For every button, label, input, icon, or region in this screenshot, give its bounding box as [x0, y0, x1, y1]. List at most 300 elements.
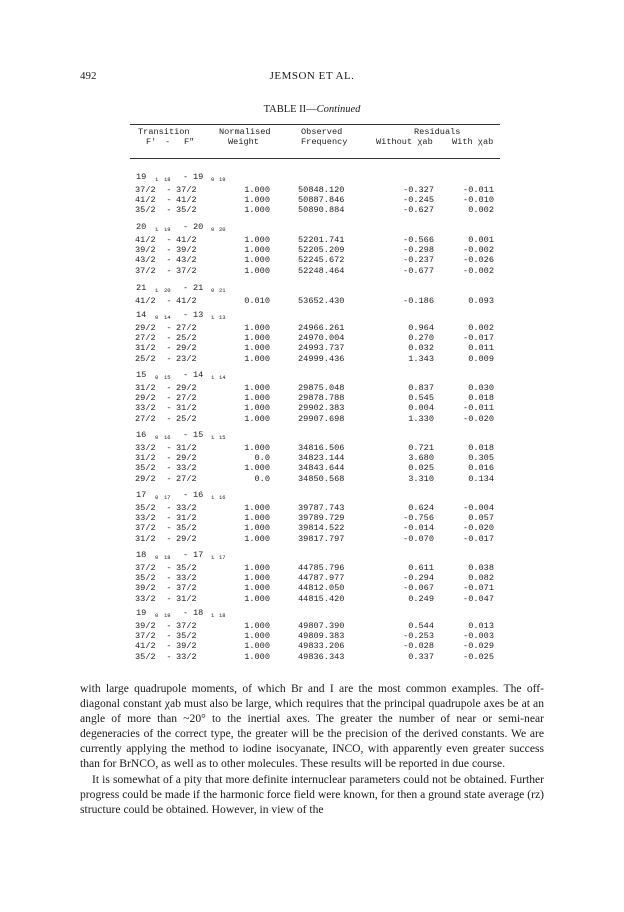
transition-label-part: 1	[155, 226, 159, 233]
transition-label-part: 19	[164, 226, 171, 233]
transition-label-part: 20	[193, 222, 204, 232]
cell-weight: 1.000	[244, 383, 270, 393]
cell-j-upper: 29/2	[135, 473, 156, 484]
table-row	[0, 354, 624, 365]
table-caption	[0, 104, 624, 115]
transition-label-part: 1	[155, 287, 159, 294]
cell-j-upper: 37/2	[135, 563, 156, 573]
cell-residual-with: -0.025	[463, 651, 494, 662]
cell-j-upper: 41/2	[135, 296, 156, 306]
transition-label-part: 1	[211, 314, 215, 321]
cell-j-upper: 41/2	[135, 235, 156, 245]
cell-j-upper: 39/2	[135, 245, 156, 256]
transition-label-part: 19	[164, 612, 171, 619]
cell-j-upper: 27/2	[135, 413, 156, 424]
cell-dash: -	[166, 453, 172, 464]
cell-residual-with: 0.038	[468, 563, 494, 573]
cell-j-lower: 37/2	[176, 265, 197, 276]
cell-dash: -	[166, 641, 172, 652]
cell-dash: -	[166, 523, 172, 534]
cell-residual-without: 0.270	[408, 333, 434, 344]
transition-label-part: -	[183, 490, 189, 500]
cell-dash: -	[166, 185, 172, 195]
transition-label-part: 0	[155, 612, 159, 619]
cell-dash: -	[166, 235, 172, 245]
cell-residual-with: 0.018	[468, 393, 494, 404]
cell-weight: 1.000	[244, 563, 270, 573]
cell-frequency: 34816.506	[298, 443, 345, 453]
cell-weight: 1.000	[244, 403, 270, 414]
transition-label-part: 18	[193, 608, 204, 618]
transition-label-part: 18	[219, 612, 226, 619]
cell-frequency: 44815.420	[298, 593, 345, 604]
cell-dash: -	[166, 403, 172, 414]
cell-residual-without: 0.624	[408, 503, 434, 513]
transition-label-part: 20	[136, 222, 147, 232]
cell-residual-with: 0.013	[468, 621, 494, 631]
table-row	[0, 414, 624, 425]
transition-label-part: -	[183, 310, 189, 320]
cell-residual-without: -0.028	[403, 641, 434, 652]
cell-frequency: 34823.144	[298, 453, 345, 464]
cell-weight: 0.0	[254, 473, 270, 484]
cell-weight: 1.000	[244, 333, 270, 344]
cell-residual-with: -0.011	[463, 403, 494, 414]
col-observed: Observed	[301, 127, 343, 137]
cell-j-upper: 35/2	[135, 573, 156, 584]
cell-j-upper: 37/2	[135, 185, 156, 195]
cell-j-lower: 25/2	[176, 333, 197, 344]
cell-j-lower: 29/2	[176, 453, 197, 464]
cell-j-lower: 41/2	[176, 235, 197, 245]
cell-j-upper: 35/2	[135, 651, 156, 662]
cell-j-upper: 39/2	[135, 583, 156, 594]
transition-label-part: 1	[211, 554, 215, 561]
transition-label-part: 0	[155, 374, 159, 381]
cell-weight: 1.000	[244, 343, 270, 354]
cell-j-upper: 31/2	[135, 383, 156, 393]
running-head: JEMSON ET AL.	[269, 70, 355, 82]
transition-label-part: -	[183, 283, 189, 293]
cell-residual-without: 0.337	[408, 651, 434, 662]
cell-dash: -	[166, 195, 172, 206]
transition-label-part: 16	[219, 494, 226, 501]
col-f-dash: -	[165, 137, 171, 147]
cell-frequency: 44812.050	[298, 583, 345, 594]
cell-residual-with: -0.026	[463, 255, 494, 266]
table-row	[0, 296, 624, 307]
cell-weight: 1.000	[244, 463, 270, 474]
cell-weight: 1.000	[244, 195, 270, 206]
body-text	[80, 681, 544, 817]
cell-dash: -	[166, 443, 172, 453]
col-normalised: Normalised	[219, 127, 271, 137]
transition-label-part: -	[183, 370, 189, 380]
cell-weight: 1.000	[244, 323, 270, 333]
transition-label-part: 14	[164, 314, 171, 321]
cell-weight: 1.000	[244, 573, 270, 584]
table-row	[0, 205, 624, 216]
cell-residual-without: -0.756	[403, 513, 434, 524]
cell-residual-with: -0.002	[463, 245, 494, 256]
transition-label-part: 1	[211, 374, 215, 381]
cell-j-upper: 29/2	[135, 323, 156, 333]
cell-frequency: 49833.206	[298, 641, 345, 652]
cell-residual-with: 0.093	[468, 296, 494, 306]
cell-residual-without: 0.249	[408, 593, 434, 604]
table-row	[0, 266, 624, 277]
transition-label-part: 20	[164, 287, 171, 294]
transition-label-part: 17	[136, 490, 147, 500]
table-caption-label: TABLE II—	[263, 104, 317, 115]
transition-label-part: 14	[136, 310, 147, 320]
cell-dash: -	[166, 651, 172, 662]
cell-residual-without: 0.837	[408, 383, 434, 393]
cell-j-lower: 41/2	[176, 296, 197, 306]
cell-weight: 1.000	[244, 621, 270, 631]
cell-weight: 1.000	[244, 513, 270, 524]
transition-label-part: 1	[211, 434, 215, 441]
cell-residual-with: 0.002	[468, 323, 494, 333]
cell-dash: -	[166, 533, 172, 544]
paragraph-2: It is somewhat of a pity that more definite internuclear parameters could not be obtained. Further progress could be made if the harmonic force field were known, for then a ground state average (rz) structure could be obtained. However, in view of the	[80, 772, 544, 816]
cell-j-lower: 29/2	[176, 383, 197, 393]
transition-label-part: 16	[136, 430, 147, 440]
cell-weight: 1.000	[244, 235, 270, 245]
transition-label-part: 21	[219, 287, 226, 294]
cell-j-upper: 37/2	[135, 523, 156, 534]
cell-j-upper: 35/2	[135, 205, 156, 216]
cell-residual-with: 0.011	[468, 343, 494, 354]
cell-weight: 1.000	[244, 413, 270, 424]
cell-frequency: 29875.048	[298, 383, 345, 393]
transition-label-part: 0	[155, 314, 159, 321]
cell-frequency: 44785.796	[298, 563, 345, 573]
transition-label-part: 0	[211, 287, 215, 294]
cell-dash: -	[166, 353, 172, 364]
transition-label-part: 13	[219, 314, 226, 321]
cell-residual-with: -0.020	[463, 413, 494, 424]
cell-j-upper: 33/2	[135, 403, 156, 414]
cell-residual-with: 0.009	[468, 353, 494, 364]
table-row	[0, 594, 624, 605]
cell-residual-with: -0.002	[463, 265, 494, 276]
cell-j-lower: 27/2	[176, 323, 197, 333]
transition-label-part: 19	[219, 176, 226, 183]
transition-label-part: 0	[155, 554, 159, 561]
col-f-upper: F'	[146, 137, 157, 147]
transition-label-part: 1	[211, 612, 215, 619]
cell-residual-without: 0.964	[408, 323, 434, 333]
cell-residual-without: 0.545	[408, 393, 434, 404]
cell-weight: 1.000	[244, 631, 270, 642]
cell-j-lower: 37/2	[176, 583, 197, 594]
transition-label-part: 13	[193, 310, 204, 320]
transition-label-part: -	[183, 430, 189, 440]
transition-label-part: 15	[193, 430, 204, 440]
cell-residual-with: 0.001	[468, 235, 494, 245]
transition-label-part: 0	[211, 226, 215, 233]
transition-label-part: 15	[164, 374, 171, 381]
cell-j-lower: 25/2	[176, 413, 197, 424]
cell-residual-without: -0.677	[403, 265, 434, 276]
cell-dash: -	[166, 583, 172, 594]
cell-residual-with: 0.018	[468, 443, 494, 453]
cell-j-upper: 39/2	[135, 621, 156, 631]
cell-j-lower: 33/2	[176, 503, 197, 513]
cell-j-lower: 27/2	[176, 473, 197, 484]
transition-label-part: 17	[193, 550, 204, 560]
cell-frequency: 24999.436	[298, 353, 345, 364]
cell-residual-with: -0.011	[463, 185, 494, 195]
transition-label-part: 17	[219, 554, 226, 561]
cell-residual-without: -0.014	[403, 523, 434, 534]
cell-weight: 1.000	[244, 443, 270, 453]
cell-dash: -	[166, 473, 172, 484]
cell-dash: -	[166, 343, 172, 354]
cell-frequency: 34850.568	[298, 473, 345, 484]
transition-label-part: -	[183, 608, 189, 618]
cell-dash: -	[166, 593, 172, 604]
cell-weight: 1.000	[244, 503, 270, 513]
cell-frequency: 49836.343	[298, 651, 345, 662]
cell-frequency: 49809.383	[298, 631, 345, 642]
cell-frequency: 50887.846	[298, 195, 345, 206]
transition-label-part: 0	[211, 176, 215, 183]
cell-dash: -	[166, 503, 172, 513]
cell-frequency: 29878.788	[298, 393, 345, 404]
cell-dash: -	[166, 393, 172, 404]
transition-label-part: 17	[164, 494, 171, 501]
cell-j-lower: 27/2	[176, 393, 197, 404]
cell-dash: -	[166, 513, 172, 524]
cell-j-upper: 37/2	[135, 631, 156, 642]
cell-j-upper: 33/2	[135, 593, 156, 604]
cell-weight: 1.000	[244, 185, 270, 195]
cell-dash: -	[166, 563, 172, 573]
cell-j-lower: 35/2	[176, 563, 197, 573]
cell-residual-without: 1.330	[408, 413, 434, 424]
cell-j-upper: 33/2	[135, 513, 156, 524]
transition-label-part: 14	[193, 370, 204, 380]
cell-residual-without: -0.067	[403, 583, 434, 594]
cell-j-lower: 37/2	[176, 185, 197, 195]
cell-weight: 1.000	[244, 641, 270, 652]
col-weight: Weight	[228, 137, 259, 147]
cell-j-lower: 39/2	[176, 641, 197, 652]
cell-j-lower: 37/2	[176, 621, 197, 631]
cell-dash: -	[166, 631, 172, 642]
cell-frequency: 50848.120	[298, 185, 345, 195]
cell-residual-with: 0.305	[468, 453, 494, 464]
col-transition: Transition	[138, 127, 190, 137]
cell-frequency: 49807.390	[298, 621, 345, 631]
cell-residual-with: -0.017	[463, 533, 494, 544]
transition-label-part: 19	[193, 172, 204, 182]
cell-weight: 1.000	[244, 583, 270, 594]
cell-frequency: 44787.977	[298, 573, 345, 584]
cell-residual-with: -0.004	[463, 503, 494, 513]
cell-frequency: 24970.004	[298, 333, 345, 344]
cell-j-upper: 41/2	[135, 195, 156, 206]
cell-frequency: 34843.644	[298, 463, 345, 474]
transition-label-part: 16	[164, 434, 171, 441]
cell-residual-with: -0.020	[463, 523, 494, 534]
transition-label-part: 18	[136, 550, 147, 560]
cell-weight: 1.000	[244, 651, 270, 662]
cell-residual-with: -0.017	[463, 333, 494, 344]
page-header	[0, 70, 624, 86]
cell-residual-without: 1.343	[408, 353, 434, 364]
cell-residual-with: -0.029	[463, 641, 494, 652]
cell-dash: -	[166, 323, 172, 333]
cell-j-upper: 35/2	[135, 503, 156, 513]
cell-j-upper: 43/2	[135, 255, 156, 266]
cell-residual-without: -0.627	[403, 205, 434, 216]
cell-dash: -	[166, 413, 172, 424]
cell-frequency: 24993.737	[298, 343, 345, 354]
cell-frequency: 39817.797	[298, 533, 345, 544]
cell-j-lower: 31/2	[176, 593, 197, 604]
cell-residual-with: 0.002	[468, 205, 494, 216]
cell-residual-without: 0.721	[408, 443, 434, 453]
cell-j-lower: 29/2	[176, 533, 197, 544]
table-top-rule	[130, 124, 500, 125]
cell-frequency: 52201.741	[298, 235, 345, 245]
cell-dash: -	[166, 573, 172, 584]
cell-j-upper: 27/2	[135, 333, 156, 344]
cell-residual-without: 0.025	[408, 463, 434, 474]
cell-j-lower: 29/2	[176, 343, 197, 354]
transition-label-part: -	[183, 550, 189, 560]
col-without: Without χab	[376, 137, 433, 147]
cell-j-lower: 35/2	[176, 523, 197, 534]
cell-dash: -	[166, 621, 172, 631]
cell-frequency: 29907.698	[298, 413, 345, 424]
cell-weight: 1.000	[244, 353, 270, 364]
cell-residual-without: -0.070	[403, 533, 434, 544]
col-residuals: Residuals	[414, 127, 461, 137]
cell-frequency: 50890.884	[298, 205, 345, 216]
cell-weight: 1.000	[244, 245, 270, 256]
cell-residual-with: 0.134	[468, 473, 494, 484]
table-caption-continued: Continued	[316, 104, 361, 115]
cell-j-lower: 33/2	[176, 463, 197, 474]
cell-residual-with: -0.047	[463, 593, 494, 604]
transition-label-part: 15	[219, 434, 226, 441]
cell-residual-with: -0.010	[463, 195, 494, 206]
table-header-rule	[130, 158, 500, 159]
table-row	[0, 534, 624, 545]
cell-residual-with: 0.057	[468, 513, 494, 524]
transition-label-part: 21	[193, 283, 204, 293]
cell-weight: 1.000	[244, 205, 270, 216]
cell-residual-with: 0.082	[468, 573, 494, 584]
cell-residual-without: 0.544	[408, 621, 434, 631]
transition-label-part: 18	[164, 176, 171, 183]
cell-residual-without: -0.298	[403, 245, 434, 256]
cell-dash: -	[166, 265, 172, 276]
cell-j-upper: 25/2	[135, 353, 156, 364]
transition-label-part: 16	[193, 490, 204, 500]
cell-residual-without: -0.186	[403, 296, 434, 306]
cell-j-upper: 37/2	[135, 265, 156, 276]
cell-dash: -	[166, 383, 172, 393]
cell-frequency: 39814.522	[298, 523, 345, 534]
cell-frequency: 39789.729	[298, 513, 345, 524]
col-frequency: Frequency	[301, 137, 348, 147]
cell-residual-with: 0.016	[468, 463, 494, 474]
cell-j-upper: 31/2	[135, 533, 156, 544]
col-with: With χab	[452, 137, 494, 147]
cell-dash: -	[166, 463, 172, 474]
cell-j-lower: 41/2	[176, 195, 197, 206]
cell-j-upper: 31/2	[135, 453, 156, 464]
cell-residual-without: -0.253	[403, 631, 434, 642]
table-row	[0, 474, 624, 485]
transition-label-part: 1	[155, 176, 159, 183]
cell-j-lower: 31/2	[176, 513, 197, 524]
transition-label-part: 19	[136, 608, 147, 618]
transition-label-part: 19	[136, 172, 147, 182]
transition-label-part: 15	[136, 370, 147, 380]
cell-residual-with: 0.030	[468, 383, 494, 393]
cell-j-lower: 33/2	[176, 573, 197, 584]
cell-j-upper: 31/2	[135, 343, 156, 354]
cell-j-upper: 41/2	[135, 641, 156, 652]
cell-j-lower: 31/2	[176, 443, 197, 453]
cell-residual-without: -0.245	[403, 195, 434, 206]
cell-weight: 1.000	[244, 523, 270, 534]
cell-j-lower: 35/2	[176, 205, 197, 216]
cell-j-lower: 39/2	[176, 245, 197, 256]
cell-weight: 1.000	[244, 265, 270, 276]
transition-label-part: 0	[155, 494, 159, 501]
transition-label-part: -	[183, 172, 189, 182]
transition-label-part: 18	[164, 554, 171, 561]
cell-residual-with: -0.071	[463, 583, 494, 594]
transition-label-part: 21	[136, 283, 147, 293]
cell-residual-with: -0.003	[463, 631, 494, 642]
cell-j-lower: 43/2	[176, 255, 197, 266]
cell-residual-without: 3.310	[408, 473, 434, 484]
cell-residual-without: -0.294	[403, 573, 434, 584]
col-f-lower: F"	[184, 137, 195, 147]
page-number: 492	[80, 70, 97, 82]
cell-residual-without: 0.004	[408, 403, 434, 414]
cell-j-upper: 29/2	[135, 393, 156, 404]
transition-label-part: 14	[219, 374, 226, 381]
table-row	[0, 652, 624, 663]
cell-residual-without: -0.237	[403, 255, 434, 266]
cell-weight: 0.0	[254, 453, 270, 464]
cell-residual-without: 0.032	[408, 343, 434, 354]
cell-frequency: 53652.430	[298, 296, 345, 306]
cell-frequency: 52205.209	[298, 245, 345, 256]
cell-j-upper: 35/2	[135, 463, 156, 474]
transition-label-part: 20	[219, 226, 226, 233]
cell-frequency: 52245.672	[298, 255, 345, 266]
cell-dash: -	[166, 255, 172, 266]
transition-label-part: -	[183, 222, 189, 232]
cell-j-lower: 23/2	[176, 353, 197, 364]
cell-dash: -	[166, 205, 172, 216]
cell-weight: 0.010	[244, 296, 270, 306]
cell-residual-without: 0.611	[408, 563, 434, 573]
cell-frequency: 24966.261	[298, 323, 345, 333]
cell-weight: 1.000	[244, 533, 270, 544]
cell-dash: -	[166, 296, 172, 306]
